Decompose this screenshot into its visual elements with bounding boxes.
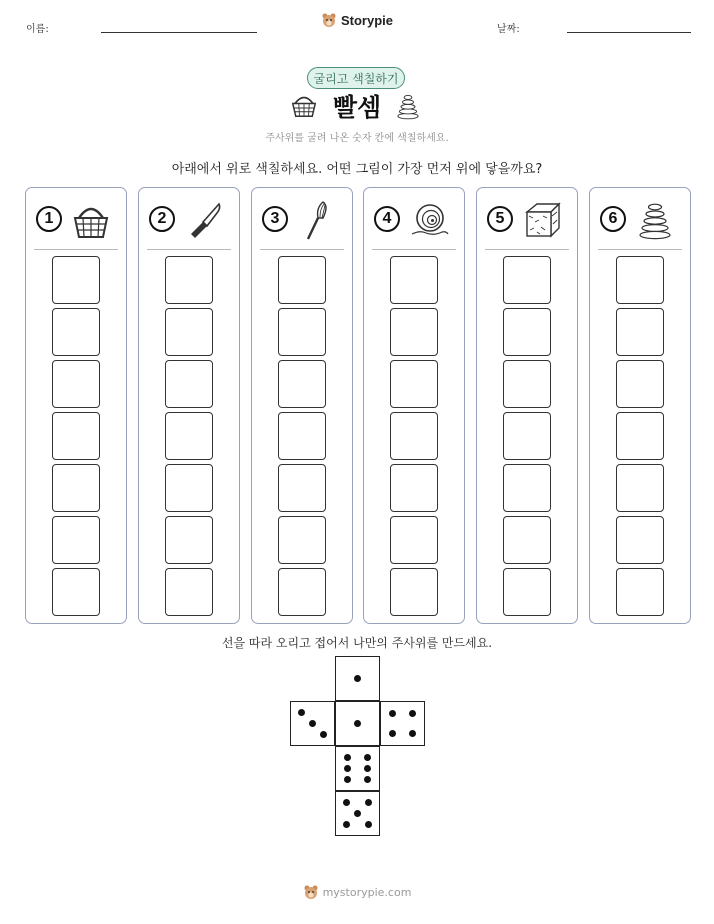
dice-pip <box>354 720 361 727</box>
color-box[interactable] <box>52 412 100 460</box>
color-box[interactable] <box>278 464 326 512</box>
column-divider <box>260 249 344 250</box>
color-box[interactable] <box>503 308 551 356</box>
knife-icon <box>183 200 225 240</box>
color-box[interactable] <box>503 256 551 304</box>
column-divider <box>372 249 456 250</box>
column-number: 5 <box>487 206 513 232</box>
color-box[interactable] <box>278 360 326 408</box>
color-box[interactable] <box>616 568 664 616</box>
color-box[interactable] <box>616 256 664 304</box>
color-box[interactable] <box>503 516 551 564</box>
color-box[interactable] <box>503 360 551 408</box>
color-box[interactable] <box>390 412 438 460</box>
column-divider <box>147 249 231 250</box>
color-box[interactable] <box>278 568 326 616</box>
dice-pip <box>298 709 305 716</box>
dice-pip <box>364 776 371 783</box>
column-divider <box>485 249 569 250</box>
color-box[interactable] <box>390 516 438 564</box>
name-line <box>101 32 257 33</box>
column-number: 2 <box>149 206 175 232</box>
color-box[interactable] <box>278 308 326 356</box>
brand-name: Storypie <box>340 12 393 28</box>
column-header <box>374 200 456 240</box>
column-header <box>36 200 118 240</box>
color-box[interactable] <box>616 516 664 564</box>
dice-pip <box>344 765 351 772</box>
dice-instruction: 선을 따라 오리고 접어서 나만의 주사위를 만드세요. <box>221 636 493 650</box>
color-box[interactable] <box>165 568 213 616</box>
activity-badge: 굴리고 색칠하기 <box>307 67 405 89</box>
color-box[interactable] <box>165 412 213 460</box>
color-box[interactable] <box>616 464 664 512</box>
race-column-1 <box>25 187 127 624</box>
column-header <box>149 200 231 240</box>
footer-url[interactable]: mystorypie.com <box>322 885 412 899</box>
dice-face-4 <box>380 701 425 746</box>
stone-stack-icon <box>396 92 420 120</box>
color-box[interactable] <box>52 464 100 512</box>
bear-mascot-icon <box>321 12 337 28</box>
date-label: 날짜: <box>497 24 520 35</box>
color-box[interactable] <box>503 464 551 512</box>
dice-pip <box>389 730 396 737</box>
color-box[interactable] <box>390 308 438 356</box>
column-number: 1 <box>36 206 62 232</box>
color-box[interactable] <box>390 360 438 408</box>
color-box[interactable] <box>52 256 100 304</box>
dice-pip <box>354 810 361 817</box>
color-box[interactable] <box>616 308 664 356</box>
race-column-2 <box>138 187 240 624</box>
subtitle: 주사위를 굴려 나온 숫자 칸에 색칠하세요. <box>265 133 449 144</box>
color-box[interactable] <box>390 256 438 304</box>
column-header <box>487 200 569 240</box>
column-divider <box>598 249 682 250</box>
color-box[interactable] <box>616 412 664 460</box>
dice-pip <box>364 754 371 761</box>
column-divider <box>34 249 118 250</box>
color-box[interactable] <box>503 412 551 460</box>
color-box[interactable] <box>52 308 100 356</box>
color-box[interactable] <box>165 360 213 408</box>
dice-pip <box>320 731 327 738</box>
dice-pip <box>364 765 371 772</box>
color-box[interactable] <box>503 568 551 616</box>
dice-pip <box>389 710 396 717</box>
race-column-3 <box>251 187 353 624</box>
dice-face-3 <box>290 701 335 746</box>
color-box[interactable] <box>278 412 326 460</box>
race-column-6 <box>589 187 691 624</box>
whisk-icon <box>296 200 338 240</box>
column-number: 3 <box>262 206 288 232</box>
column-header <box>262 200 344 240</box>
column-number: 6 <box>600 206 626 232</box>
color-box[interactable] <box>165 308 213 356</box>
name-label: 이름: <box>26 24 49 35</box>
color-box[interactable] <box>165 256 213 304</box>
footer <box>0 884 714 900</box>
color-box[interactable] <box>390 568 438 616</box>
dice-pip <box>343 799 350 806</box>
color-box[interactable] <box>52 516 100 564</box>
race-column-5 <box>476 187 578 624</box>
column-number: 4 <box>374 206 400 232</box>
dice-pip <box>365 821 372 828</box>
dice-face-5 <box>335 791 380 836</box>
color-box[interactable] <box>165 464 213 512</box>
dice-pip <box>343 821 350 828</box>
dice-face-1 <box>335 656 380 701</box>
color-box[interactable] <box>52 360 100 408</box>
instruction: 아래에서 위로 색칠하세요. 어떤 그림이 가장 먼저 위에 닿을까요? <box>171 162 543 177</box>
dice-pip <box>344 754 351 761</box>
stone-stack-icon <box>634 200 676 240</box>
brand-logo <box>0 12 714 28</box>
dice-pip <box>409 730 416 737</box>
bear-mascot-icon <box>303 884 319 900</box>
race-board <box>25 187 691 624</box>
snail-shell-icon <box>408 200 450 240</box>
color-box[interactable] <box>278 256 326 304</box>
color-box[interactable] <box>390 464 438 512</box>
dice-pip <box>309 720 316 727</box>
column-header <box>600 200 682 240</box>
hay-bale-icon <box>521 200 563 240</box>
race-column-4 <box>363 187 465 624</box>
color-box[interactable] <box>278 516 326 564</box>
dice-pip <box>365 799 372 806</box>
date-line <box>567 32 691 33</box>
dice-pip <box>344 776 351 783</box>
basket-icon <box>70 200 112 240</box>
dice-face-6 <box>335 746 380 791</box>
color-box[interactable] <box>165 516 213 564</box>
dice-pip <box>409 710 416 717</box>
dice-face-1 <box>335 701 380 746</box>
color-box[interactable] <box>616 360 664 408</box>
color-box[interactable] <box>52 568 100 616</box>
page-title: 빨셈 <box>332 93 382 122</box>
dice-pip <box>354 675 361 682</box>
